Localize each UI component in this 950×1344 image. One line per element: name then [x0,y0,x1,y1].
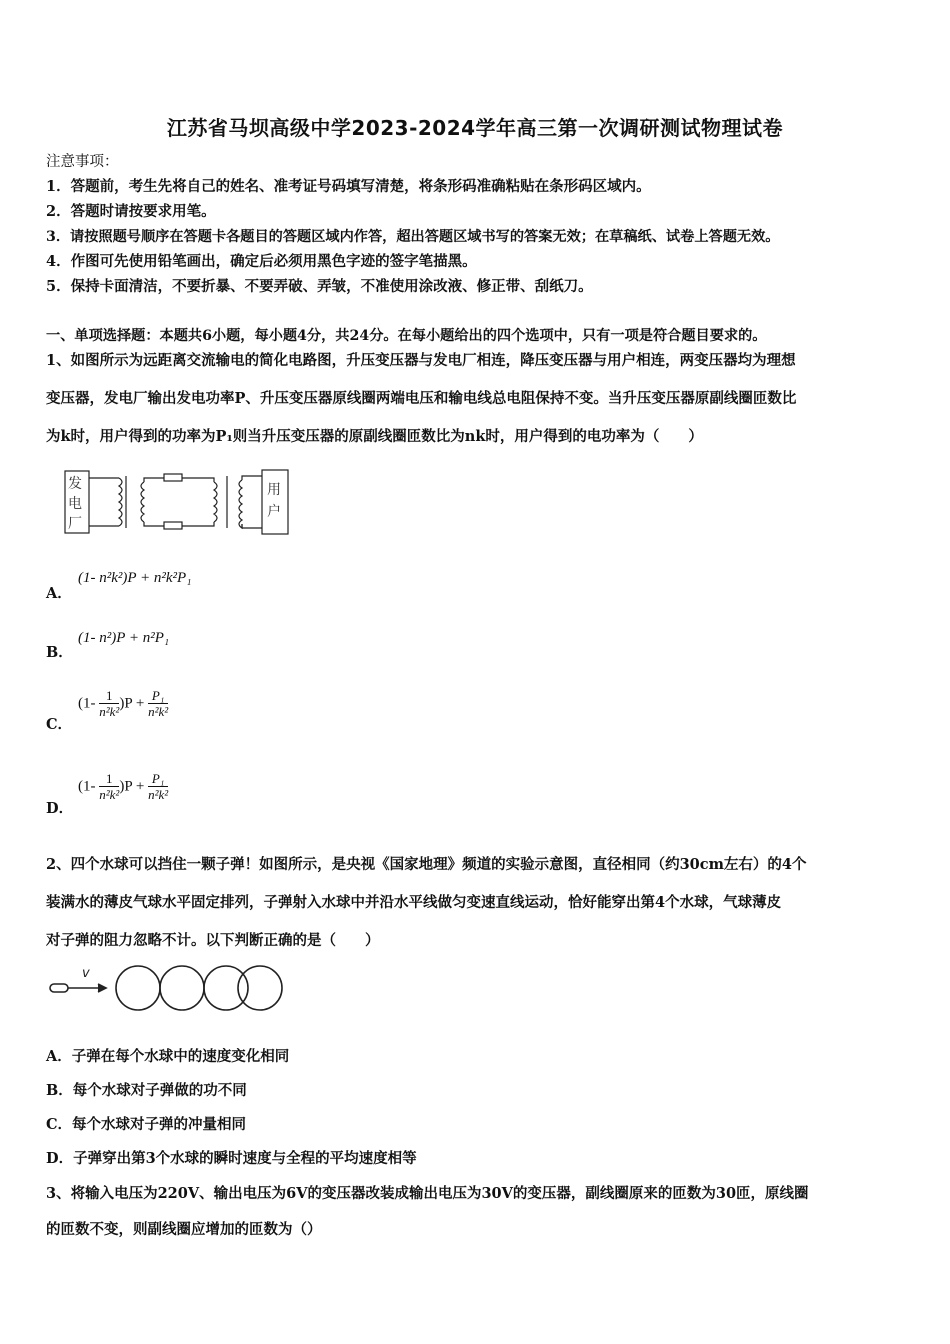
q1-text-line: 为k时，用户得到的功率为P₁则当升压变压器的原副线圈匝数比为nk时，用户得到的电功率为（ ） [46,428,703,445]
water-ball [116,966,160,1010]
water-ball [204,966,248,1010]
notice-heading: 注意事项： [46,154,119,170]
q2-option-a: A．子弹在每个水球中的速度变化相同 [46,1048,290,1065]
plant-label-char: 电 [68,496,82,512]
q1-option-c-letter: C． [46,716,73,733]
q3-text-line: 3、将输入电压为220V、输出电压为6V的变压器改装成输出电压为30V的变压器，副线圈原来的匝数为30匝，原线圈 [46,1185,809,1202]
line-resistor-bottom [164,522,182,529]
section-heading: 一、单项选择题：本题共6小题，每小题4分，共24分。在每小题给出的四个选项中，只有一项是符合题目要求的。 [46,328,767,344]
q1-option-b-letter: B． [46,644,73,661]
q2-option-b: B．每个水球对子弹做的功不同 [46,1082,247,1099]
q1-text-line: 1、如图所示为远距离交流输电的简化电路图，升压变压器与发电厂相连，降压变压器与用户相连，两变压器均为理想 [46,352,796,369]
q2-text-line: 对子弹的阻力忽略不计。以下判断正确的是（ ） [46,932,380,949]
plant-label-char: 厂 [68,516,82,532]
notice-item: 5．保持卡面清洁，不要折暴、不要弄破、弄皱，不准使用涂改液、修正带、刮纸刀。 [46,278,593,295]
notice-item: 1．答题前，考生先将自己的姓名、准考证号码填写清楚，将条形码准确粘贴在条形码区域内。 [46,178,651,195]
step-down-primary-coil [214,482,217,522]
plant-label-char: 发 [68,476,82,492]
step-up-secondary-coil [141,482,144,522]
q2-option-c: C．每个水球对子弹的冲量相同 [46,1116,247,1133]
q1-text-line: 变压器，发电厂输出发电功率P、升压变压器原线圈两端电压和输电线总电阻保持不变。当升压变压器原副线圈匝数比 [46,390,797,407]
q1-circuit-diagram [64,466,296,540]
user-box [262,470,288,534]
water-ball [238,966,282,1010]
q1-option-d-formula: (1- $\frac{1}{\text{n²k²}}$ )P + $\frac{\text{P₁}}{\text{n²k²}}$ [78,771,169,802]
step-down-secondary-coil [239,480,242,528]
velocity-label: v [82,966,90,981]
q2-text-line: 装满水的薄皮气球水平固定排列，子弹射入水球中并沿水平线做匀变速直线运动，恰好能穿出第4个水球，气球薄皮 [46,894,782,911]
bullet [50,984,68,992]
notice-item: 3．请按照题号顺序在答题卡各题目的答题区域内作答，超出答题区域书写的答案无效；在草稿纸、试卷上答题无效。 [46,229,780,245]
q1-option-d-letter: D． [46,800,74,817]
q2-option-d: D．子弹穿出第3个水球的瞬时速度与全程的平均速度相等 [46,1150,417,1167]
q1-option-b-formula: (1- n²)P + n²P₁ [78,630,170,646]
q2-text-line: 2、四个水球可以挡住一颗子弹！如图所示，是央视《国家地理》频道的实验示意图，直径相同（约30cm左右）的4个 [46,856,807,873]
line-resistor-top [164,474,182,481]
exam-title: 江苏省马坝高级中学2023-2024学年高三第一次调研测试物理试卷 [166,116,784,140]
notice-item: 2．答题时请按要求用笔。 [46,203,216,220]
q1-option-a-letter: A． [46,585,72,602]
q3-text-line: 的匝数不变，则副线圈应增加的匝数为（） [46,1221,322,1238]
user-label-char: 用 [267,482,281,498]
notice-item: 4．作图可先使用铅笔画出，确定后必须用黑色字迹的签字笔描黑。 [46,253,477,270]
water-ball [160,966,204,1010]
q1-option-c-formula: (1- $\frac{1}{\text{n²k²}}$ )P + $\frac{\text{P₁}}{\text{n²k²}}$ [78,688,169,719]
step-up-primary-coil [119,478,122,526]
user-label-char: 户 [267,504,281,520]
q2-water-balls-diagram [46,964,286,1012]
q1-option-a-formula: (1- n²k²)P + n²k²P₁ [78,570,192,586]
